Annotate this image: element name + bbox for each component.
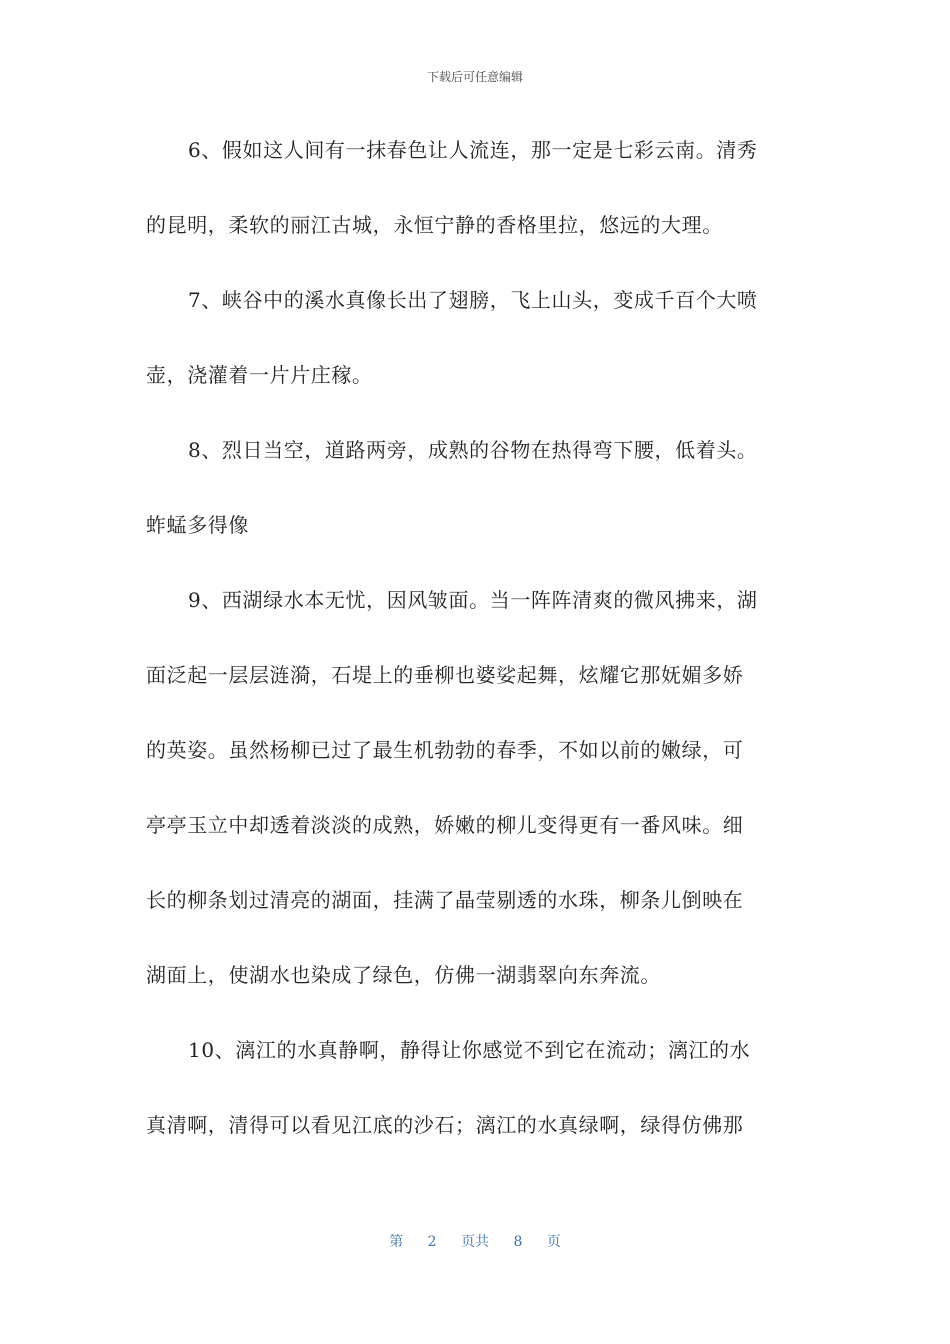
- paragraph-9-line-6: 湖面上，使湖水也染成了绿色，仿佛一湖翡翠向东奔流。: [146, 963, 661, 987]
- paragraph-6-line-1: 6、假如这人间有一抹春色让人流连，那一定是七彩云南。清秀: [188, 138, 758, 162]
- paragraph-8-line-1: 8、烈日当空，道路两旁，成熟的谷物在热得弯下腰，低着头。: [188, 438, 758, 462]
- footer-mid-label: 页共: [461, 1234, 489, 1250]
- page-header: 下载后可任意编辑: [426, 70, 523, 84]
- paragraph-8-line-2: 蚱蜢多得像: [146, 513, 249, 537]
- paragraph-10-line-2: 真清啊，清得可以看见江底的沙石；漓江的水真绿啊，绿得仿佛那: [146, 1113, 744, 1137]
- paragraph-7-line-2: 壶，浇灌着一片片庄稼。: [146, 363, 373, 387]
- page-footer: [0, 1231, 950, 1251]
- footer-total-pages: 8: [513, 1234, 523, 1250]
- paragraph-10-line-1: 10、漓江的水真静啊，静得让你感觉不到它在流动；漓江的水: [188, 1038, 751, 1062]
- paragraph-9-line-4: 亭亭玉立中却透着淡淡的成熟，娇嫩的柳儿变得更有一番风味。细: [146, 813, 744, 837]
- footer-page-label: 第: [389, 1234, 404, 1250]
- paragraph-6-line-2: 的昆明，柔软的丽江古城，永恒宁静的香格里拉，悠远的大理。: [146, 213, 723, 237]
- paragraph-9-line-3: 的英姿。虽然杨柳已过了最生机勃勃的春季，不如以前的嫩绿，可: [146, 738, 744, 762]
- paragraph-9-line-2: 面泛起一层层涟漪，石堤上的垂柳也婆娑起舞，炫耀它那妩媚多娇: [146, 663, 744, 687]
- footer-end-label: 页: [546, 1234, 561, 1250]
- paragraph-7-line-1: 7、峡谷中的溪水真像长出了翅膀，飞上山头，变成千百个大喷: [188, 288, 758, 312]
- paragraph-9-line-5: 长的柳条划过清亮的湖面，挂满了晶莹剔透的水珠，柳条儿倒映在: [146, 888, 744, 912]
- paragraph-9-line-1: 9、西湖绿水本无忧，因风皱面。当一阵阵清爽的微风拂来，湖: [188, 588, 758, 612]
- footer-page-number: 2: [427, 1234, 437, 1250]
